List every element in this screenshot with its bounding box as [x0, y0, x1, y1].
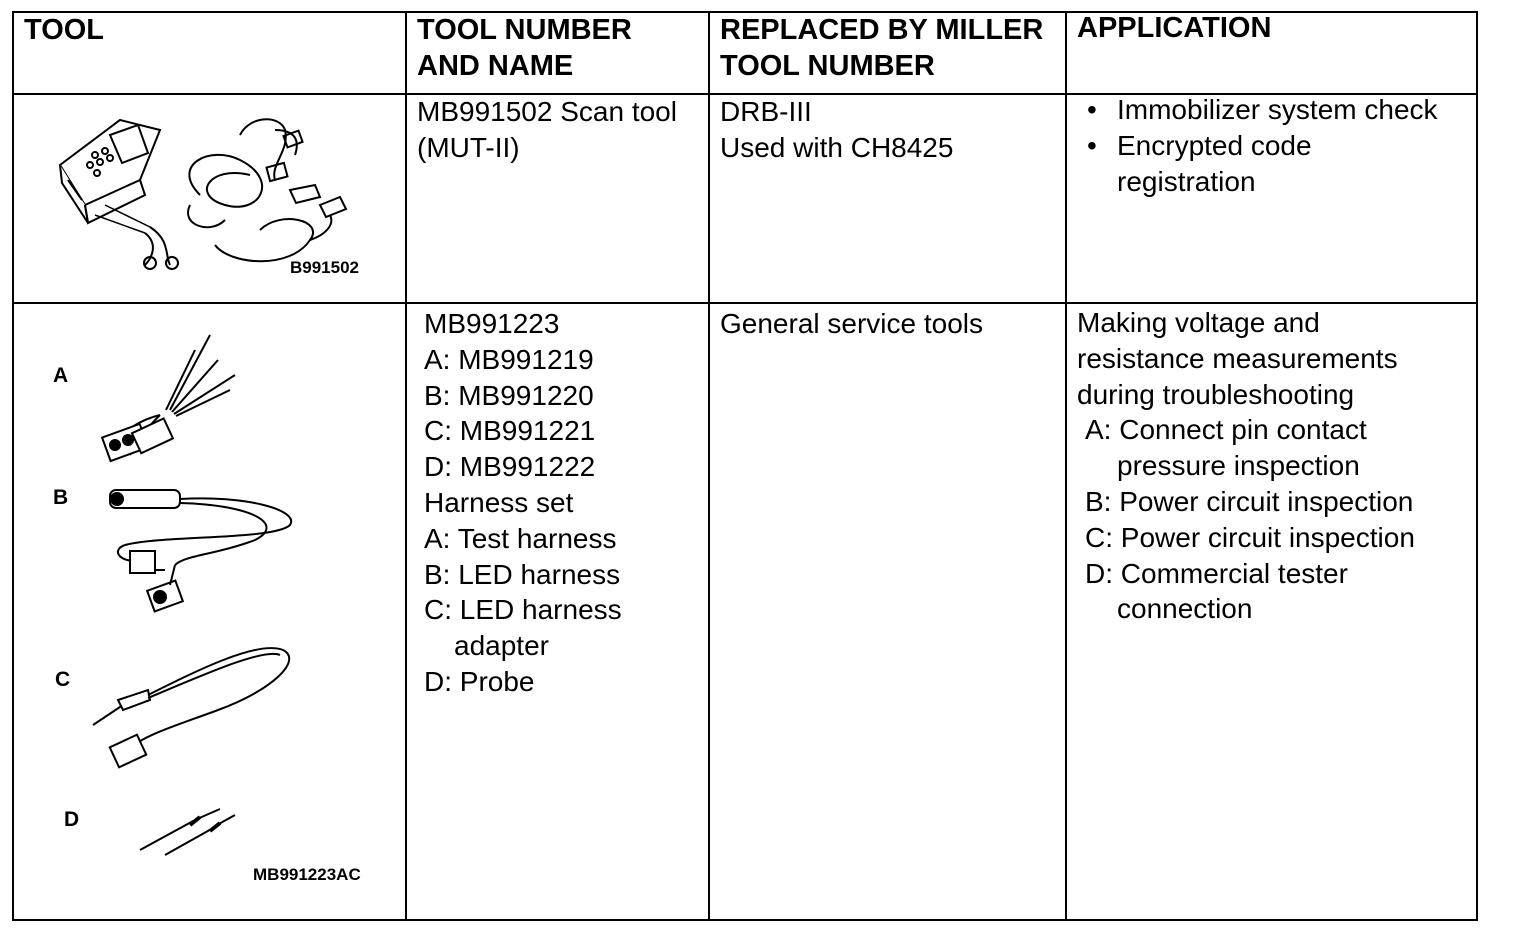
header-application-label: APPLICATION	[1077, 12, 1272, 44]
row2-application-line: Making voltage and	[1077, 307, 1320, 338]
table-left-border	[12, 11, 14, 921]
row2-tool-number-line: D: Probe	[424, 665, 535, 697]
row2-image-caption: MB991223AC	[253, 865, 361, 884]
row2-application-line: B: Power circuit inspection	[1085, 485, 1414, 517]
row1-image-caption: B991502	[290, 258, 360, 277]
row1-application-bullet: • Immobilizer system check	[1077, 92, 1438, 128]
test-harness-illustration	[100, 330, 250, 465]
row2-tool-number	[424, 306, 622, 700]
row1-bottom-border	[12, 302, 1478, 304]
row1-miller-line: DRB-III	[720, 96, 812, 127]
header-miller	[720, 12, 1043, 84]
table-bottom-border	[12, 919, 1478, 921]
row1-tool-number-line: MB991502 Scan tool	[417, 96, 677, 127]
row2-tool-number-line: adapter	[454, 630, 549, 662]
led-harness-adapter-illustration	[88, 640, 298, 770]
header-tool	[24, 12, 104, 48]
tool-letter-a: A	[53, 364, 69, 387]
row2-miller-line: General service tools	[720, 308, 984, 339]
row1-application	[1077, 92, 1438, 199]
row2-tool-number-line: B: MB991220	[424, 379, 594, 411]
row1-tool-number	[417, 94, 677, 166]
row2-application-line: during troubleshooting	[1077, 378, 1355, 410]
tool-letter-b: B	[53, 486, 69, 509]
col-divider-1	[405, 11, 407, 921]
row1-miller-line: Used with CH8425	[720, 131, 954, 163]
row2-application-line: connection	[1117, 593, 1253, 625]
row2-tool-number-line: D: MB991222	[424, 451, 596, 483]
header-application	[1077, 10, 1271, 46]
col-divider-3	[1065, 11, 1067, 921]
row2-tool-number-line: A: Test harness	[424, 522, 617, 554]
row2-application-line: pressure inspection	[1117, 450, 1360, 482]
row2-application-line: resistance measurements	[1077, 342, 1398, 374]
header-tool-label: TOOL	[24, 14, 105, 46]
row2-miller	[720, 306, 983, 342]
table-right-border	[1476, 11, 1478, 921]
row2-application-line: C: Power circuit inspection	[1085, 521, 1415, 553]
row2-tool-number-line: Harness set	[424, 486, 574, 518]
row1-tool-number-line: (MUT-II)	[417, 131, 520, 163]
row2-tool-number-line: MB991223	[424, 308, 560, 339]
header-tool-number-line2: AND NAME	[417, 50, 574, 82]
row2-tool-number-line: B: LED harness	[424, 558, 621, 590]
row2-tool-number-line: C: LED harness	[424, 594, 622, 626]
header-miller-line2: TOOL NUMBER	[720, 50, 935, 82]
header-tool-number-line1: TOOL NUMBER	[417, 14, 632, 46]
tool-letter-d: D	[64, 808, 80, 831]
row2-tool-number-line: A: MB991219	[424, 343, 594, 375]
tool-letter-c: C	[55, 668, 71, 691]
row2-application	[1077, 305, 1415, 627]
header-tool-number	[417, 12, 632, 84]
col-divider-2	[708, 11, 710, 921]
probe-illustration	[135, 805, 245, 860]
row2-tool-number-line: C: MB991221	[424, 415, 596, 447]
header-miller-line1: REPLACED BY MILLER	[720, 14, 1044, 46]
row2-application-line: D: Commercial tester	[1085, 557, 1348, 589]
row1-application-bullet-cont: registration	[1117, 165, 1256, 197]
row2-application-line: A: Connect pin contact	[1085, 414, 1367, 446]
row1-application-bullet: • Encrypted code	[1077, 128, 1438, 164]
row1-miller	[720, 94, 953, 166]
led-harness-illustration	[105, 485, 305, 615]
